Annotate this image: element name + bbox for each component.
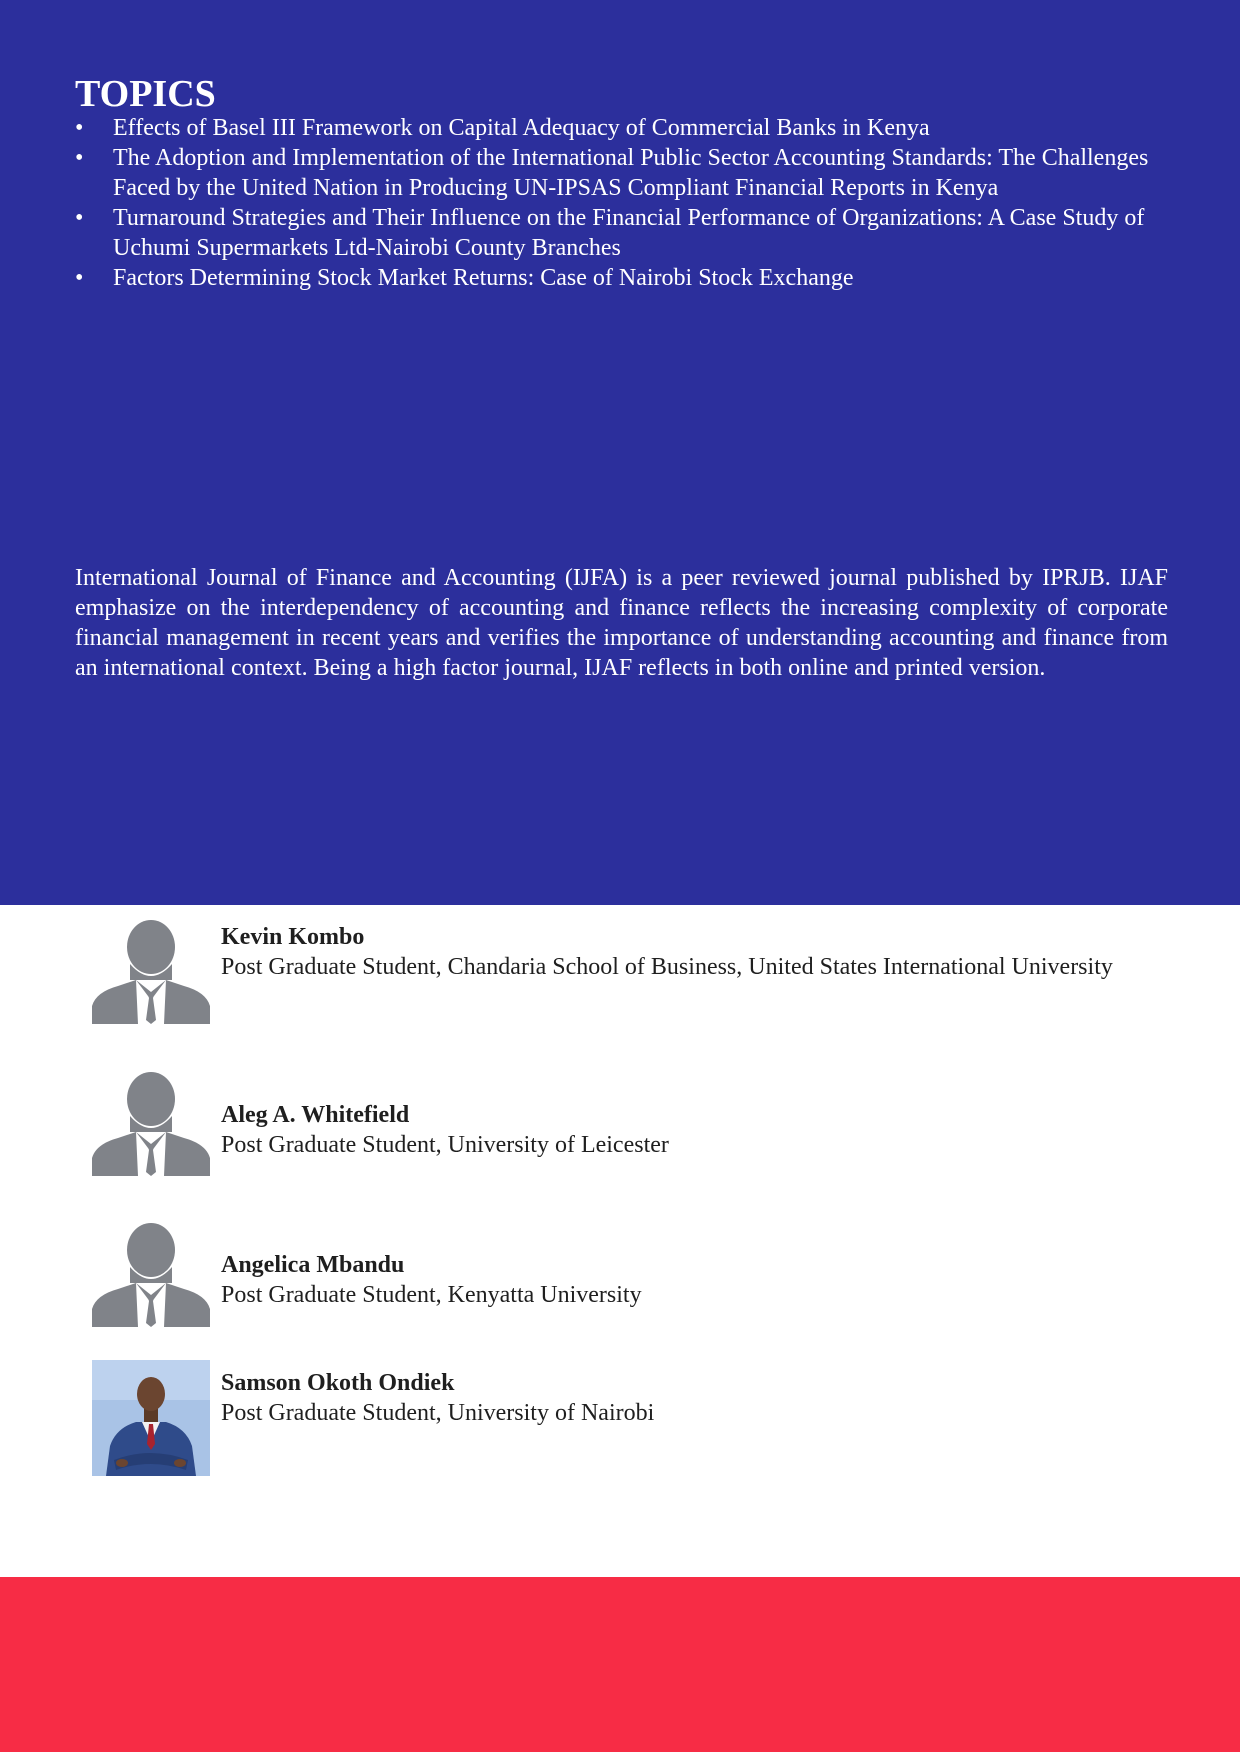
topic-text: Effects of Basel III Framework on Capital Adequacy of Commercial Banks in Kenya	[113, 115, 930, 141]
topic-text: Factors Determining Stock Market Returns: Case of Nairobi Stock Exchange	[113, 265, 854, 291]
topic-item	[75, 203, 1168, 263]
author-affiliation: Post Graduate Student, Kenyatta University	[221, 1282, 642, 1308]
topics-list	[75, 113, 1168, 293]
topic-text: Turnaround Strategies and Their Influence on the Financial Performance of Organizations: A Case Study of Uchumi Supermarkets Ltd-Nairobi County Branches	[113, 205, 1145, 261]
topics-heading: TOPICS	[75, 73, 216, 115]
bullet-icon: •	[75, 115, 84, 141]
author-entry	[92, 1360, 1212, 1478]
person-silhouette-icon	[92, 920, 210, 1024]
author-entry	[92, 1223, 1212, 1341]
topic-text: The Adoption and Implementation of the International Public Sector Accounting Standards: The Challenges Faced by the United Nation in Producing UN-IPSAS Compliant Financial Reports in Kenya	[113, 145, 1149, 201]
author-affiliation: Post Graduate Student, University of Leicester	[221, 1132, 669, 1158]
author-entry	[92, 1072, 1212, 1190]
author-name: Samson Okoth Ondiek	[221, 1370, 455, 1396]
author-affiliation: Post Graduate Student, University of Nairobi	[221, 1400, 655, 1426]
author-entry	[92, 920, 1212, 1038]
topic-item	[75, 143, 1168, 203]
topic-item	[75, 113, 1168, 143]
journal-description: International Journal of Finance and Accounting (IJFA) is a peer reviewed journal published by IPRJB. IJAF emphasize on the interdependency of accounting and finance reflects the increasing complexity of corporate financial management in recent years and verifies the importance of understanding accounting and finance from an international context. Being a high factor journal, IJAF reflects in both online and printed version.	[75, 565, 1168, 681]
bullet-icon: •	[75, 265, 84, 291]
portrait-photo	[92, 1360, 210, 1476]
footer-red-band	[0, 1577, 1240, 1752]
author-affiliation: Post Graduate Student, Chandaria School of Business, United States International University	[221, 954, 1113, 980]
author-name: Angelica Mbandu	[221, 1252, 405, 1278]
bullet-icon: •	[75, 205, 84, 231]
bullet-icon: •	[75, 145, 84, 171]
author-name: Aleg A. Whitefield	[221, 1102, 410, 1128]
topic-item	[75, 263, 1168, 293]
author-name: Kevin Kombo	[221, 924, 365, 950]
person-silhouette-icon	[92, 1223, 210, 1327]
person-silhouette-icon	[92, 1072, 210, 1176]
